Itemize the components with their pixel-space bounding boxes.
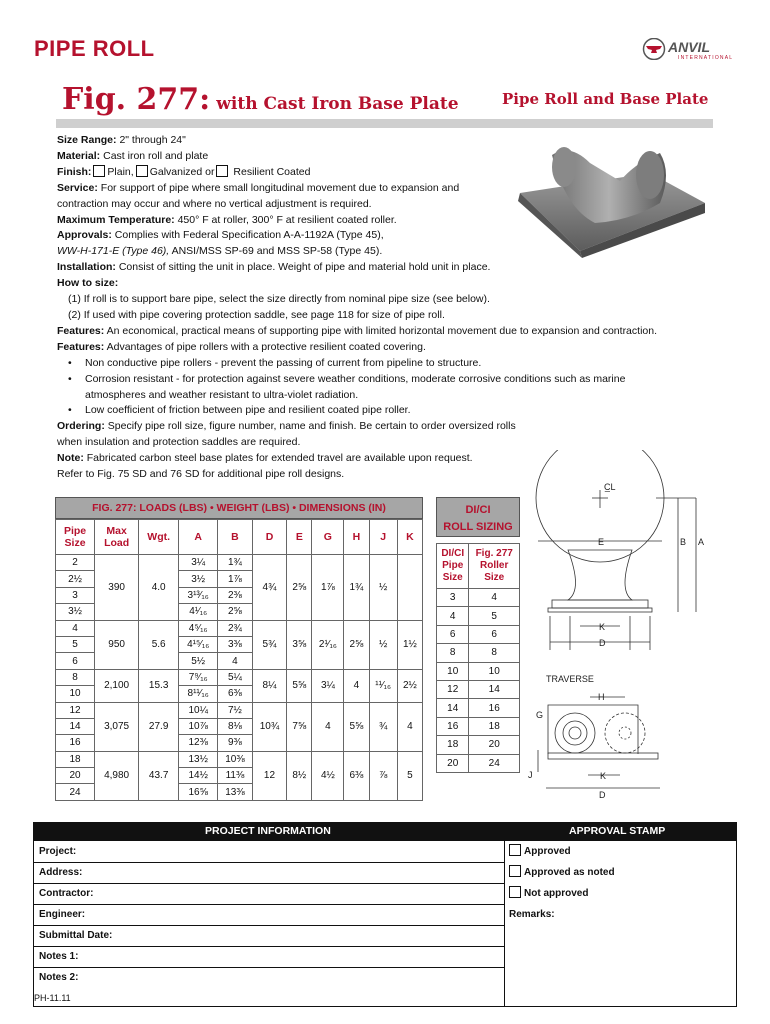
table-cell: 4 xyxy=(56,620,95,636)
table-cell: 4 xyxy=(437,607,469,625)
table-cell: 3½ xyxy=(56,604,95,620)
table-cell: 5.6 xyxy=(139,620,179,669)
finish-option: Galvanized or xyxy=(149,165,215,178)
table-cell: 4 xyxy=(344,669,369,702)
table-cell: 10⅞ xyxy=(179,718,218,734)
loads-data-table xyxy=(55,519,423,801)
project-info-heading: PROJECT INFORMATION xyxy=(205,825,331,837)
brand-logo xyxy=(642,36,738,64)
table-cell: 10 xyxy=(469,662,520,680)
table-cell: 20 xyxy=(437,754,469,772)
finish-checkbox[interactable] xyxy=(216,165,228,177)
table-cell: 9⅜ xyxy=(218,735,253,751)
spec-value: 2" through 24" xyxy=(119,134,186,146)
table-row xyxy=(437,644,520,662)
option-label: Not approved xyxy=(524,888,589,899)
table-cell: 18 xyxy=(56,751,95,767)
table-cell: 7⁹⁄₁₆ xyxy=(179,669,218,685)
table-row xyxy=(56,702,423,718)
table-cell: 10 xyxy=(437,662,469,680)
table-cell: 3¹³⁄₁₆ xyxy=(179,587,218,603)
spec-value: contraction may occur and where no vertical adjustment is required. xyxy=(57,197,372,210)
table-cell: 8 xyxy=(469,644,520,662)
table-cell: 20 xyxy=(56,768,95,784)
column-header: A xyxy=(179,520,218,555)
table-row xyxy=(56,620,423,636)
approval-stamp-heading: APPROVAL STAMP xyxy=(569,825,666,837)
column-header: Fig. 277 Roller Size xyxy=(469,544,520,589)
table-cell: 390 xyxy=(95,555,139,621)
table-cell: 14 xyxy=(56,718,95,734)
page-title: PIPE ROLL xyxy=(34,36,155,61)
dim-label-h: H xyxy=(598,692,605,702)
field-label: Engineer: xyxy=(39,909,86,920)
finish-option: Plain, xyxy=(107,165,134,178)
table-cell: 3½ xyxy=(179,571,218,587)
table-cell: 4 xyxy=(312,702,344,751)
table-cell: 4 xyxy=(397,702,422,751)
table-cell: 3¼ xyxy=(312,669,344,702)
project-information-form xyxy=(33,822,737,1007)
table-cell: 16 xyxy=(469,699,520,717)
table-row xyxy=(437,607,520,625)
table-cell: 10¾ xyxy=(252,702,287,751)
table-cell: 5⅝ xyxy=(344,702,369,751)
table-cell: 13½ xyxy=(179,751,218,767)
field-label: Remarks: xyxy=(509,909,555,920)
table-cell: 3,075 xyxy=(95,702,139,751)
spec-value: Cast iron roll and plate xyxy=(103,149,209,162)
spec-label: Installation: xyxy=(57,261,116,274)
table-cell: 7½ xyxy=(218,702,253,718)
bullet-icon: • xyxy=(68,404,72,417)
notes1-field[interactable] xyxy=(34,946,504,968)
table-cell: 2¹⁄₁₆ xyxy=(312,620,344,669)
sizing-caption-line: DI/CI xyxy=(465,504,491,516)
table-row xyxy=(437,680,520,698)
dim-label-d: D xyxy=(599,638,606,648)
table-cell: 7⅝ xyxy=(287,702,312,751)
table-cell: 5¼ xyxy=(218,669,253,685)
table-cell: 16 xyxy=(437,717,469,735)
table-caption: FIG. 277: LOADS (LBS) • WEIGHT (LBS) • DIMENSIONS (IN) xyxy=(55,497,423,519)
table-cell: 8½ xyxy=(287,751,312,800)
sizing-caption-line: ROLL SIZING xyxy=(443,521,513,533)
table-cell: 1¾ xyxy=(344,555,369,621)
column-header: G xyxy=(312,520,344,555)
table-row xyxy=(437,736,520,754)
table-cell: 2⅜ xyxy=(218,587,253,603)
submittal-date-field[interactable] xyxy=(34,925,504,947)
not-approved-checkbox[interactable] xyxy=(509,886,521,898)
table-cell: 12 xyxy=(252,751,287,800)
column-header: B xyxy=(218,520,253,555)
feature-bullet: atmospheres and weather resistant to ultra-violet radiation. xyxy=(85,388,359,401)
table-caption xyxy=(436,497,520,537)
dim-label-j: J xyxy=(528,770,533,780)
table-cell: 4 xyxy=(218,653,253,669)
dim-label-e: E xyxy=(598,537,605,547)
spec-value: Refer to Fig. 75 SD and 76 SD for additional pipe roll designs. xyxy=(57,468,345,481)
table-cell: 10¼ xyxy=(179,702,218,718)
roll-sizing-table xyxy=(436,497,520,773)
table-cell: ½ xyxy=(369,555,397,621)
contractor-field[interactable] xyxy=(34,883,504,905)
table-cell: 4.0 xyxy=(139,555,179,621)
table-cell: 2,100 xyxy=(95,669,139,702)
table-row xyxy=(56,555,423,571)
sizing-data-table xyxy=(436,543,520,773)
finish-checkbox[interactable] xyxy=(93,165,105,177)
sizing-step: (2) If used with pipe covering protection saddle, see page 118 for size of pipe roll. xyxy=(68,308,445,321)
bullet-icon: • xyxy=(68,372,72,385)
finish-checkbox[interactable] xyxy=(136,165,148,177)
spec-label: Material: xyxy=(57,149,101,162)
dim-label-k2: K xyxy=(600,771,607,781)
figure-subtitle: with Cast Iron Base Plate xyxy=(216,94,459,114)
table-cell: 15.3 xyxy=(139,669,179,702)
table-cell: 24 xyxy=(469,754,520,772)
spec-value: Advantages of pipe rollers with a protective resilient coated covering. xyxy=(106,340,426,353)
feature-bullet: Low coefficient of friction between pipe and resilient coated pipe roller. xyxy=(85,404,411,417)
table-cell: 8⅛ xyxy=(218,718,253,734)
table-cell: 6 xyxy=(469,625,520,643)
table-cell: 2⅝ xyxy=(287,555,312,621)
spec-label: Note: xyxy=(57,452,84,465)
approved-checkbox[interactable] xyxy=(509,844,521,856)
approved-as-noted-option[interactable] xyxy=(505,862,615,883)
spec-value: when insulation and protection saddles are required. xyxy=(57,436,301,449)
field-label: Notes 2: xyxy=(39,972,79,983)
dim-label-k: K xyxy=(599,622,606,632)
finish-option: Resilient Coated xyxy=(233,165,311,178)
table-cell: 4¹⁄₁₆ xyxy=(179,604,218,620)
spec-label: How to size: xyxy=(57,277,119,290)
table-cell: 4 xyxy=(469,589,520,607)
table-cell: 8 xyxy=(437,644,469,662)
spec-value: An economical, practical means of supporting pipe with limited horizontal movement due to expansion and contraction. xyxy=(106,324,657,337)
bullet-icon: • xyxy=(68,356,72,369)
spec-label: Maximum Temperature: xyxy=(57,213,175,226)
table-cell xyxy=(397,555,422,621)
table-cell: 6 xyxy=(437,625,469,643)
column-header: Pipe Size xyxy=(56,520,95,555)
centerline-label: C̲L xyxy=(604,482,616,492)
spec-value: For support of pipe where small longitudinal movement due to expansion and xyxy=(100,181,460,194)
table-cell: 10 xyxy=(56,686,95,702)
table-cell: 16 xyxy=(56,735,95,751)
table-row xyxy=(56,669,423,685)
spec-value: Consist of sitting the unit in place. Weight of pipe and material hold unit in place. xyxy=(118,261,491,274)
spec-label: Size Range: xyxy=(57,134,117,146)
table-cell: 1⅞ xyxy=(312,555,344,621)
table-cell: 12 xyxy=(56,702,95,718)
table-cell: 27.9 xyxy=(139,702,179,751)
address-field[interactable] xyxy=(34,862,504,884)
table-cell: 2 xyxy=(56,555,95,571)
table-cell: 1½ xyxy=(397,620,422,669)
figure-number: Fig. 277: xyxy=(62,82,211,117)
spec-label: Finish: xyxy=(57,165,92,178)
column-header: K xyxy=(397,520,422,555)
table-cell: 2½ xyxy=(56,571,95,587)
column-header: H xyxy=(344,520,369,555)
table-cell: 4,980 xyxy=(95,751,139,800)
table-cell: 3⅝ xyxy=(287,620,312,669)
table-cell: 43.7 xyxy=(139,751,179,800)
spec-value: 450° F at roller, 300° F at resilient coated roller. xyxy=(177,213,397,226)
table-cell: 6⅜ xyxy=(344,751,369,800)
anvil-icon xyxy=(642,38,668,60)
table-cell: 2½ xyxy=(397,669,422,702)
approved-as-noted-checkbox[interactable] xyxy=(509,865,521,877)
table-cell: 12⅜ xyxy=(179,735,218,751)
table-cell: 5¾ xyxy=(252,620,287,669)
table-cell: 12 xyxy=(437,680,469,698)
table-cell: 1¾ xyxy=(218,555,253,571)
column-header: D xyxy=(252,520,287,555)
table-cell: 14 xyxy=(437,699,469,717)
table-cell: 5 xyxy=(397,751,422,800)
table-cell: 18 xyxy=(437,736,469,754)
table-row xyxy=(437,754,520,772)
column-header: Max Load xyxy=(95,520,139,555)
column-header: Wgt. xyxy=(139,520,179,555)
table-cell: 2¾ xyxy=(218,620,253,636)
title-rule xyxy=(56,119,713,128)
spec-value: Specify pipe roll size, figure number, name and finish. Be certain to order oversized rolls xyxy=(107,420,516,433)
table-cell: 4⁵⁄₁₆ xyxy=(179,620,218,636)
feature-bullet: Non conductive pipe rollers - prevent the passing of current from pipeline to structure. xyxy=(85,356,482,369)
product-name: Pipe Roll and Base Plate xyxy=(502,90,709,108)
spec-label: Features: xyxy=(57,340,105,353)
table-cell: 2⅝ xyxy=(218,604,253,620)
spec-value: WW-H-171-E (Type 46), xyxy=(57,245,170,258)
field-label: Contractor: xyxy=(39,888,94,899)
table-cell: 6 xyxy=(56,653,95,669)
table-cell: 5⅝ xyxy=(287,669,312,702)
project-field[interactable] xyxy=(34,841,504,863)
option-label: Approved xyxy=(524,846,571,857)
spec-label: Approvals: xyxy=(57,229,112,242)
dim-label-b: B xyxy=(680,537,687,547)
dimension-drawing xyxy=(528,450,718,800)
dim-label-g: G xyxy=(536,710,544,720)
table-row xyxy=(437,717,520,735)
table-row xyxy=(437,699,520,717)
dim-label-d2: D xyxy=(599,790,606,800)
table-cell: 5 xyxy=(56,636,95,652)
engineer-field[interactable] xyxy=(34,904,504,926)
field-label: Address: xyxy=(39,867,83,878)
spec-value: ANSI/MSS SP-69 and MSS SP-58 (Type 45). xyxy=(171,245,383,258)
column-header: E xyxy=(287,520,312,555)
table-cell: 11⅜ xyxy=(218,768,253,784)
spec-value: Fabricated carbon steel base plates for extended travel are available upon request. xyxy=(86,452,473,465)
brand-subtitle: INTERNATIONAL xyxy=(678,55,734,61)
brand-wordmark: ANVIL xyxy=(668,39,710,55)
loads-table xyxy=(55,497,423,801)
table-cell: 8¹¹⁄₁₆ xyxy=(179,686,218,702)
table-cell: 20 xyxy=(469,736,520,754)
table-cell: 8 xyxy=(56,669,95,685)
table-cell: 6⅜ xyxy=(218,686,253,702)
column-header: J xyxy=(369,520,397,555)
feature-bullet: Corrosion resistant - for protection against severe weather conditions, moderate corrosive conditions such as marine xyxy=(85,372,626,385)
table-cell: 8¼ xyxy=(252,669,287,702)
table-cell: 14½ xyxy=(179,768,218,784)
field-label: Project: xyxy=(39,846,77,857)
table-cell: ⅞ xyxy=(369,751,397,800)
remarks-field[interactable] xyxy=(505,904,555,925)
spec-label: Service: xyxy=(57,181,98,194)
table-cell: 3¼ xyxy=(179,555,218,571)
dim-label-a: A xyxy=(698,537,705,547)
table-row xyxy=(437,662,520,680)
table-cell: 16⅝ xyxy=(179,784,218,800)
spec-label: Ordering: xyxy=(57,420,105,433)
table-cell: 3⅜ xyxy=(218,636,253,652)
approved-option[interactable] xyxy=(505,841,571,862)
figure-title xyxy=(62,82,459,117)
sizing-step: (1) If roll is to support bare pipe, select the size directly from nominal pipe size (see below). xyxy=(68,293,490,306)
table-cell: 950 xyxy=(95,620,139,669)
table-row xyxy=(437,625,520,643)
notes2-field[interactable] xyxy=(34,967,504,988)
not-approved-option[interactable] xyxy=(505,883,588,904)
form-body xyxy=(33,841,737,1007)
table-row xyxy=(56,751,423,767)
field-label: Notes 1: xyxy=(39,951,79,962)
table-cell: 4½ xyxy=(312,751,344,800)
option-label: Approved as noted xyxy=(524,867,615,878)
table-cell: ¾ xyxy=(369,702,397,751)
table-cell: 10⅜ xyxy=(218,751,253,767)
product-photo xyxy=(500,133,715,258)
traverse-label: TRAVERSE xyxy=(546,674,594,684)
field-label: Submittal Date: xyxy=(39,930,113,941)
table-cell: 4¾ xyxy=(252,555,287,621)
table-cell: ¹¹⁄₁₆ xyxy=(369,669,397,702)
table-cell: 2⅝ xyxy=(344,620,369,669)
table-row xyxy=(437,589,520,607)
page-code: PH-11.11 xyxy=(34,993,71,1003)
table-cell: 1⅞ xyxy=(218,571,253,587)
spec-value: Complies with Federal Specification A-A-1192A (Type 45), xyxy=(114,229,384,242)
spec-label: Features: xyxy=(57,324,105,337)
table-cell: 5 xyxy=(469,607,520,625)
table-cell: 4¹⁵⁄₁₆ xyxy=(179,636,218,652)
table-cell: 14 xyxy=(469,680,520,698)
table-cell: 3 xyxy=(56,587,95,603)
table-cell: 13⅜ xyxy=(218,784,253,800)
table-cell: 5½ xyxy=(179,653,218,669)
table-cell: 3 xyxy=(437,589,469,607)
column-header: DI/CI Pipe Size xyxy=(437,544,469,589)
table-cell: 24 xyxy=(56,784,95,800)
table-cell: ½ xyxy=(369,620,397,669)
form-header xyxy=(33,822,737,841)
table-cell: 18 xyxy=(469,717,520,735)
